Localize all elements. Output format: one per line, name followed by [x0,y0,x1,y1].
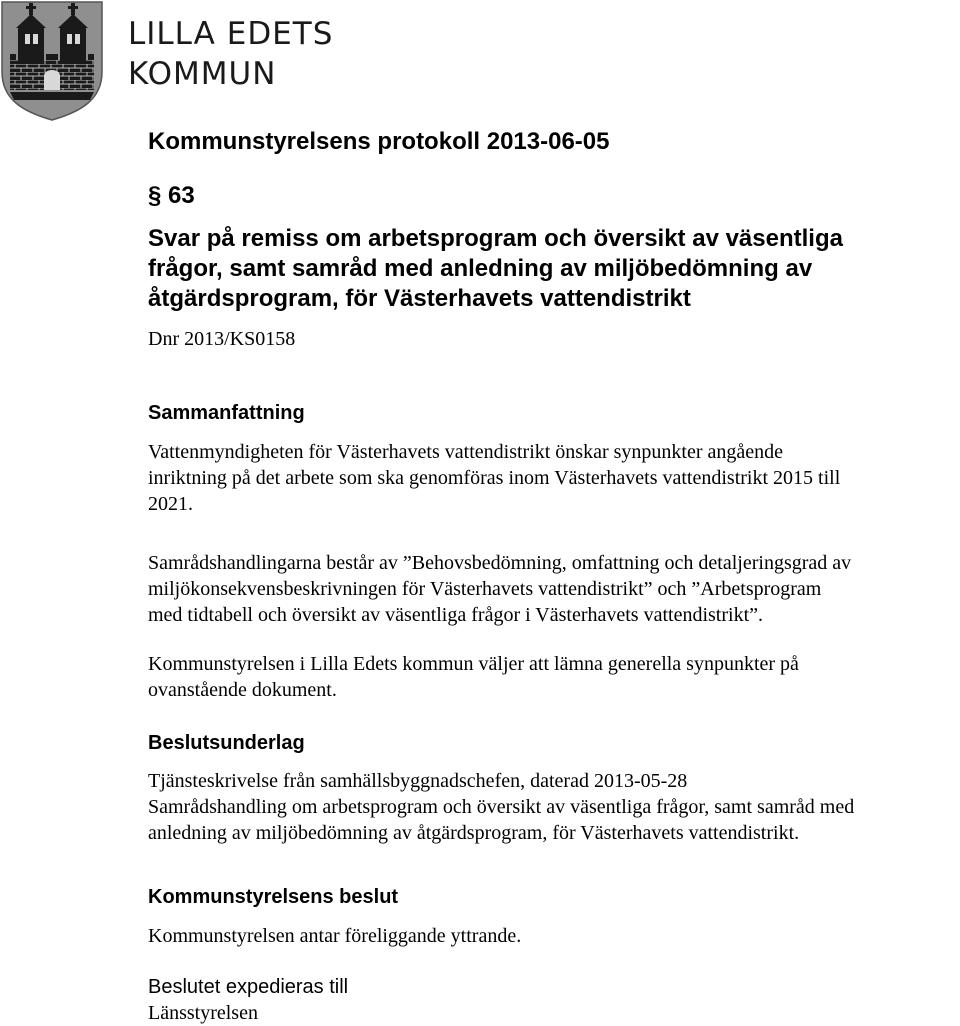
decision-basis-item: Tjänsteskrivelse från samhällsbyggnadschefen, daterad 2013-05-28 [148,770,688,792]
decision-line: Kommunstyrelsen antar föreliggande yttrande. [148,925,522,947]
document-header [0,0,960,122]
decision-basis-item: anledning av miljöbedömning av åtgärdsprogram, för Västerhavets vattendistrikt. [148,822,800,844]
matter-title [148,224,948,314]
dispatch-recipient [148,1000,960,1026]
decision-text [148,923,960,949]
decision-heading: Kommunstyrelsens beslut [148,886,399,908]
summary-line: Samrådshandlingarna består av ”Behovsbedömning, omfattning och detaljeringsgrad av [148,552,852,574]
diary-number: Dnr 2013/KS0158 [148,328,296,350]
decision-basis-item: Samrådshandling om arbetsprogram och översikt av väsentliga frågor, samt samråd med [148,796,855,818]
summary-heading: Sammanfattning [148,402,305,424]
protocol-title: Kommunstyrelsens protokoll 2013-06-05 [148,128,610,155]
summary-paragraph-3 [148,651,960,703]
summary-line: miljökonsekvensbeskrivningen för Västerhavets vattendistrikt” och ”Arbetsprogram [148,578,822,600]
paragraph-number: § 63 [148,182,195,209]
summary-line: inriktning på det arbete som ska genomföras inom Västerhavets vattendistrikt 2015 till [148,467,841,489]
summary-line: Kommunstyrelsen i Lilla Edets kommun väljer att lämna generella synpunkter på [148,653,799,675]
matter-title-line: åtgärdsprogram, för Västerhavets vattendistrikt [148,285,691,312]
matter-title-line: Svar på remiss om arbetsprogram och översikt av väsentliga [148,225,843,252]
wordmark-line-1: LILLA EDETS [128,16,334,52]
municipality-wordmark [128,14,333,94]
summary-paragraph-1 [148,439,960,517]
summary-line: med tidtabell och översikt av väsentliga frågor i Västerhavets vattendistrikt”. [148,604,763,626]
wordmark-line-2: KOMMUN [128,56,277,92]
municipal-coat-of-arms-icon [0,0,104,122]
summary-line: ovanstående dokument. [148,679,337,701]
dispatch-heading: Beslutet expedieras till [148,976,349,998]
decision-basis-list [148,768,960,846]
summary-line: 2021. [148,493,193,515]
summary-line: Vattenmyndigheten för Västerhavets vattendistrikt önskar synpunkter angående [148,441,784,463]
summary-paragraph-2 [148,550,960,628]
dispatch-recipient-line: Länsstyrelsen [148,1002,258,1024]
matter-title-line: frågor, samt samråd med anledning av miljöbedömning av [148,255,813,282]
decision-basis-heading: Beslutsunderlag [148,732,305,754]
